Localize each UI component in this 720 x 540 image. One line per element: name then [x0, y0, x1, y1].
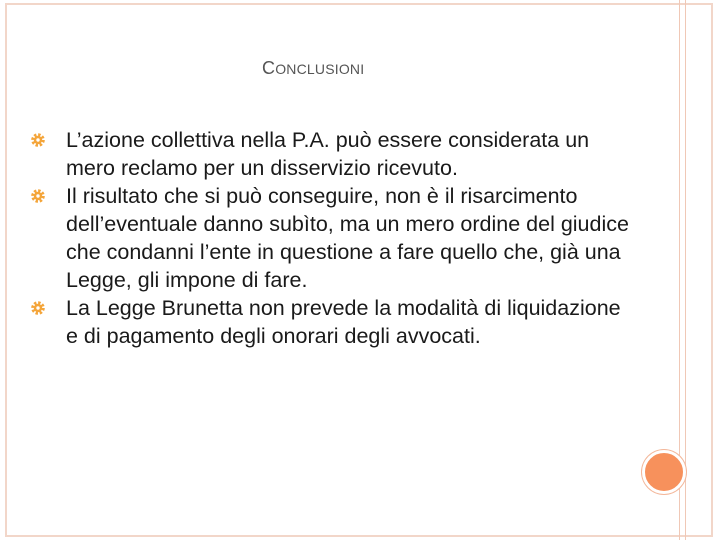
slide-title — [262, 58, 364, 79]
list-item — [30, 294, 630, 350]
decorative-circle — [642, 450, 686, 494]
title-initial: C — [262, 58, 276, 78]
gear-icon — [30, 182, 66, 210]
list-item — [30, 126, 630, 182]
list-item — [30, 182, 630, 294]
bullet-list — [30, 126, 630, 350]
bullet-text: L’azione collettiva nella P.A. può essere considerata un mero reclamo per un disservizio ricevuto. — [66, 128, 590, 180]
vertical-rule — [685, 0, 686, 540]
bullet-text: Il risultato che si può conseguire, non è il risarcimento dell’eventuale danno subìto, ma un mero ordine del giudice che condanni l’ente in questione a fare quello che, già una Legge, gli impone di fare. — [66, 184, 629, 292]
gear-icon — [30, 126, 66, 154]
gear-icon — [30, 294, 66, 322]
bullet-text: La Legge Brunetta non prevede la modalità di liquidazione e di pagamento degli onorari degli avvocati. — [66, 296, 621, 348]
title-rest: ONCLUSIONI — [275, 61, 365, 77]
